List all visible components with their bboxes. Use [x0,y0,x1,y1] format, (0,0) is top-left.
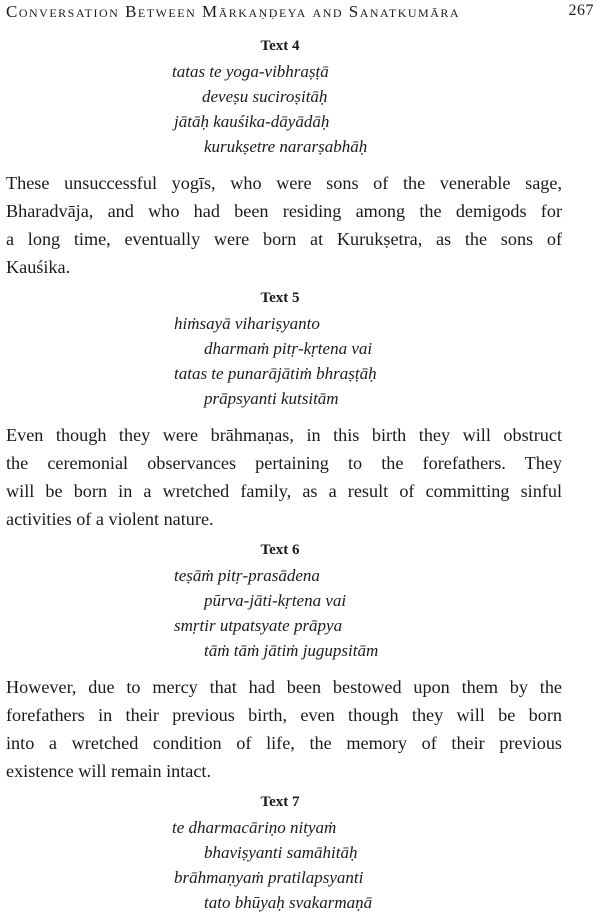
translation-line: forefathers in their previous birth, even though they will be born [6,705,562,725]
text-6-heading: Text 6 [260,542,300,558]
verse-line: prāpsyanti kutsitām [204,389,339,408]
translation-line: a long time, eventually were born at Kurukṣetra, as the sons of [6,229,562,249]
running-head-title: Conversation Between Mārkaṇḍeya and Sanatkumāra [6,2,461,21]
verse-line: tatas te punarājātiṁ bhraṣṭāḥ [174,364,377,383]
translation-line: These unsuccessful yogīs, who were sons of the venerable sage, [6,173,562,193]
verse-line: tāṁ tāṁ jātiṁ jugupsitām [204,641,379,660]
translation-line: the ceremonial observances pertaining to the forefathers. They [6,453,562,473]
translation-line: Even though they were brāhmaṇas, in this birth they will obstruct [6,425,562,445]
translation-line: Kauśika. [6,257,71,277]
verse-line: teṣāṁ pitṛ-prasādena [174,566,320,585]
verse-line: kurukṣetre nararṣabhāḥ [204,137,368,156]
verse-line: deveṣu suciroṣitāḥ [202,87,328,106]
translation-line: existence will remain intact. [6,761,212,781]
verse-line: brāhmaṇyaṁ pratilapsyanti [174,868,364,887]
verse-line: smṛtir utpatsyate prāpya [174,616,343,635]
translation-line: activities of a violent nature. [6,509,214,529]
translation-line: into a wretched condition of life, the memory of their previous [6,733,562,753]
text-5-heading: Text 5 [260,290,300,306]
text-7-heading: Text 7 [260,794,300,810]
verse-line: tatas te yoga-vibhraṣṭā [172,62,329,81]
verse-line: te dharmacāriṇo nityaṁ [172,818,337,837]
text-4-heading: Text 4 [260,38,300,54]
verse-line: hiṁsayā vihariṣyanto [174,314,320,333]
running-head [6,2,594,24]
verse-line: pūrva-jāti-kṛtena vai [204,591,347,610]
verse-line: tato bhūyaḥ svakarmaṇā [204,893,373,912]
translation-line: will be born in a wretched family, as a result of committing sinful [6,481,562,501]
verse-line: bhaviṣyanti samāhitāḥ [204,843,358,862]
verse-line: dharmaṁ pitṛ-kṛtena vai [204,339,373,358]
translation-line: Bharadvāja, and who had been residing among the demigods for [6,201,562,221]
page-number: 267 [568,2,594,19]
translation-line: However, due to mercy that had been bestowed upon them by the [6,677,562,697]
verse-line: jātāḥ kauśika-dāyādāḥ [174,112,330,131]
